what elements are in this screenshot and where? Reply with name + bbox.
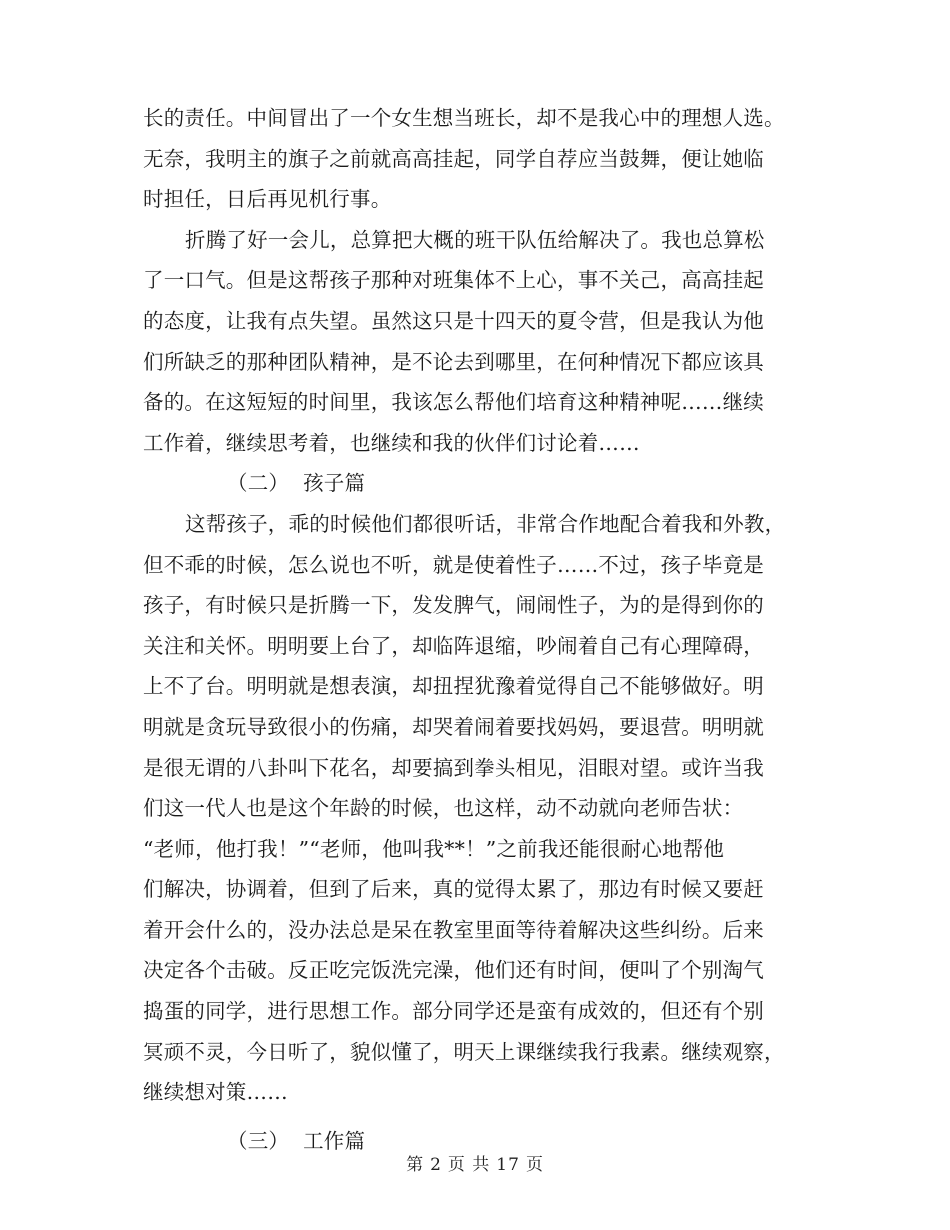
text-line: 备的。在这短短的时间里，我该怎么帮他们培育这种精神呢……继续 bbox=[143, 390, 764, 415]
page-footer bbox=[0, 1150, 950, 1175]
section-number: （三） bbox=[227, 1128, 290, 1153]
text-line: 时担任，日后再见机行事。 bbox=[143, 187, 392, 212]
text-line: 长的责任。中间冒出了一个女生想当班长，却不是我心中的理想人选。 bbox=[143, 106, 785, 130]
text-line: 这帮孩子，乖的时候他们都很听话，非常合作地配合着我和外教， bbox=[185, 511, 786, 536]
text-line: 的态度，让我有点失望。虽然这只是十四天的夏令营，但是我认为他 bbox=[143, 308, 764, 333]
section-number: （二） bbox=[227, 471, 290, 496]
text-line: 了一口气。但是这帮孩子那种对班集体不上心，事不关己，高高挂起 bbox=[143, 268, 764, 293]
text-line: 关注和关怀。明明要上台了，却临阵退缩，吵闹着自己有心理障碍， bbox=[143, 633, 764, 658]
text-line: 折腾了好一会儿，总算把大概的班干队伍给解决了。我也总算松 bbox=[185, 227, 765, 252]
text-line: 冥顽不灵，今日听了，貌似懂了，明天上课继续我行我素。继续观察， bbox=[143, 1039, 785, 1064]
text-line: 上不了台。明明就是想表演，却扭捏犹豫着觉得自己不能够做好。明 bbox=[143, 674, 764, 699]
section-heading-2 bbox=[143, 463, 813, 504]
text-line: 无奈，我明主的旗子之前就高高挂起，同学自荐应当鼓舞，便让她临 bbox=[143, 146, 764, 171]
section-title: 孩子篇 bbox=[303, 471, 366, 496]
body-text bbox=[143, 98, 813, 1161]
text-line: 是很无谓的八卦叫下花名，却要搞到拳头相见，泪眼对望。或许当我 bbox=[143, 755, 764, 780]
text-line: 工作着，继续思考着，也继续和我的伙伴们讨论着…… bbox=[143, 430, 640, 455]
text-line: 决定各个击破。反正吃完饭洗完澡，他们还有时间，便叫了个别淘气 bbox=[143, 958, 764, 983]
text-line: 孩子，有时候只是折腾一下，发发脾气，闹闹性子，为的是得到你的 bbox=[143, 593, 764, 618]
section-title: 工作篇 bbox=[303, 1128, 366, 1153]
footer-total-pages: 17 bbox=[496, 1155, 520, 1175]
text-line: 着开会什么的，没办法总是呆在教室里面等待着解决这些纠纷。后来 bbox=[143, 917, 764, 942]
text-line: 们解决，协调着，但到了后来，真的觉得太累了，那边有时候又要赶 bbox=[143, 877, 764, 902]
text-line: 们这一代人也是这个年龄的时候，也这样，动不动就向老师告状： bbox=[143, 796, 744, 821]
text-line: 继续想对策…… bbox=[143, 1080, 288, 1105]
text-line: 但不乖的时候，怎么说也不听，就是使着性子……不过，孩子毕竟是 bbox=[143, 552, 764, 577]
text-line: “老师，他打我！”“老师，他叫我**！”之前我还能很耐心地帮他 bbox=[143, 836, 725, 861]
footer-suffix: 页 bbox=[525, 1155, 544, 1175]
text-line: 们所缺乏的那种团队精神，是不论去到哪里，在何种情况下都应该具 bbox=[143, 349, 764, 374]
footer-page-number: 2 bbox=[430, 1155, 442, 1175]
footer-mid: 页 共 bbox=[447, 1155, 491, 1175]
text-line: 捣蛋的同学，进行思想工作。部分同学还是蛮有成效的，但还有个别 bbox=[143, 999, 764, 1024]
footer-prefix: 第 bbox=[406, 1155, 425, 1175]
text-line: 明就是贪玩导致很小的伤痛，却哭着闹着要找妈妈，要退营。明明就 bbox=[143, 714, 764, 739]
